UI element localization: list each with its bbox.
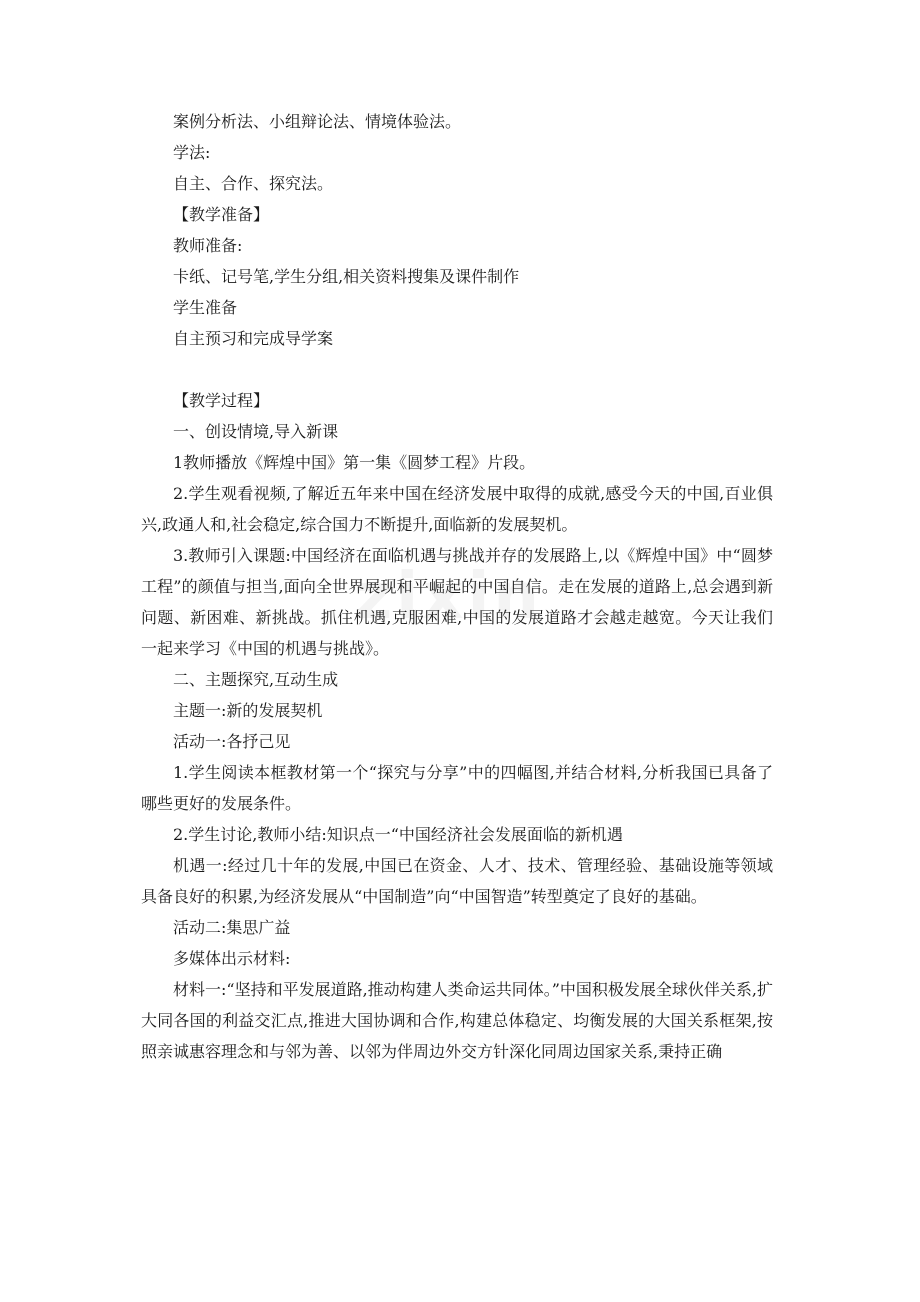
paragraph-opportunity-1: 机遇一:经过几十年的发展,中国已在资金、人才、技术、管理经验、基础设施等领域具备良好的积累,为经济发展从“中国制造”向“中国智造”转型奠定了良好的基础。 [141,856,773,906]
activity-heading-2: 活动二:集思广益 [173,918,291,937]
paragraph-learning-methods: 自主、合作、探究法。 [173,174,334,193]
heading-teaching-process: 【教学过程】 [173,391,270,410]
section-heading-intro: 一、创设情境,导入新课 [173,422,339,441]
watermark-logo: zixin [355,560,543,634]
paragraph-step-1: 1教师播放《辉煌中国》第一集《圆梦工程》片段。 [173,453,536,472]
heading-teaching-preparation: 【教学准备】 [173,205,270,224]
paragraph-teacher-prep: 卡纸、记号笔,学生分组,相关资料搜集及课件制作 [173,267,520,286]
paragraph-material-1: 材料一:“坚持和平发展道路,推动构建人类命运共同体。”中国积极发展全球伙伴关系,扩大同各国的利益交汇点,推进大国协调和合作,构建总体稳定、均衡发展的大国关系框架,按照亲诚惠容理念和与邻为善、以邻为伴周边外交方针深化同周边国家关系,秉持正确 [141,980,773,1061]
paragraph-step-2: 2.学生观看视频,了解近五年来中国在经济发展中取得的成就,感受今天的中国,百业俱兴,政通人和,社会稳定,综合国力不断提升,面临新的发展契机。 [141,484,773,534]
section-gap [141,354,773,385]
paragraph-step-3: 3.教师引入课题:中国经济在面临机遇与挑战并存的发展路上,以《辉煌中国》中“圆梦工程”的颜值与担当,面向全世界展现和平崛起的中国自信。走在发展的道路上,总会遇到新问题、新困难、新挑战。抓住机遇,克服困难,中国的发展道路才会越走越宽。今天让我们一起来学习《中国的机遇与挑战》。 [141,546,773,658]
paragraph-teacher-prep-label: 教师准备: [173,236,243,255]
paragraph-learning-methods-label: 学法: [173,143,211,162]
paragraph-student-prep: 自主预习和完成导学案 [173,329,334,348]
document-body [141,106,773,1067]
paragraph-activity-1-step-1: 1.学生阅读本框教材第一个“探究与分享”中的四幅图,并结合材料,分析我国已具备了哪些更好的发展条件。 [141,763,773,813]
section-heading-exploration: 二、主题探究,互动生成 [173,670,339,689]
paragraph-student-prep-label: 学生准备 [173,298,238,317]
paragraph-activity-1-step-2: 2.学生讨论,教师小结:知识点一“中国经济社会发展面临的新机遇 [173,825,623,844]
paragraph-teaching-methods: 案例分析法、小组辩论法、情境体验法。 [173,112,462,131]
paragraph-multimedia-label: 多媒体出示材料: [173,949,291,968]
theme-heading-1: 主题一:新的发展契机 [173,701,323,720]
activity-heading-1: 活动一:各抒己见 [173,732,291,751]
